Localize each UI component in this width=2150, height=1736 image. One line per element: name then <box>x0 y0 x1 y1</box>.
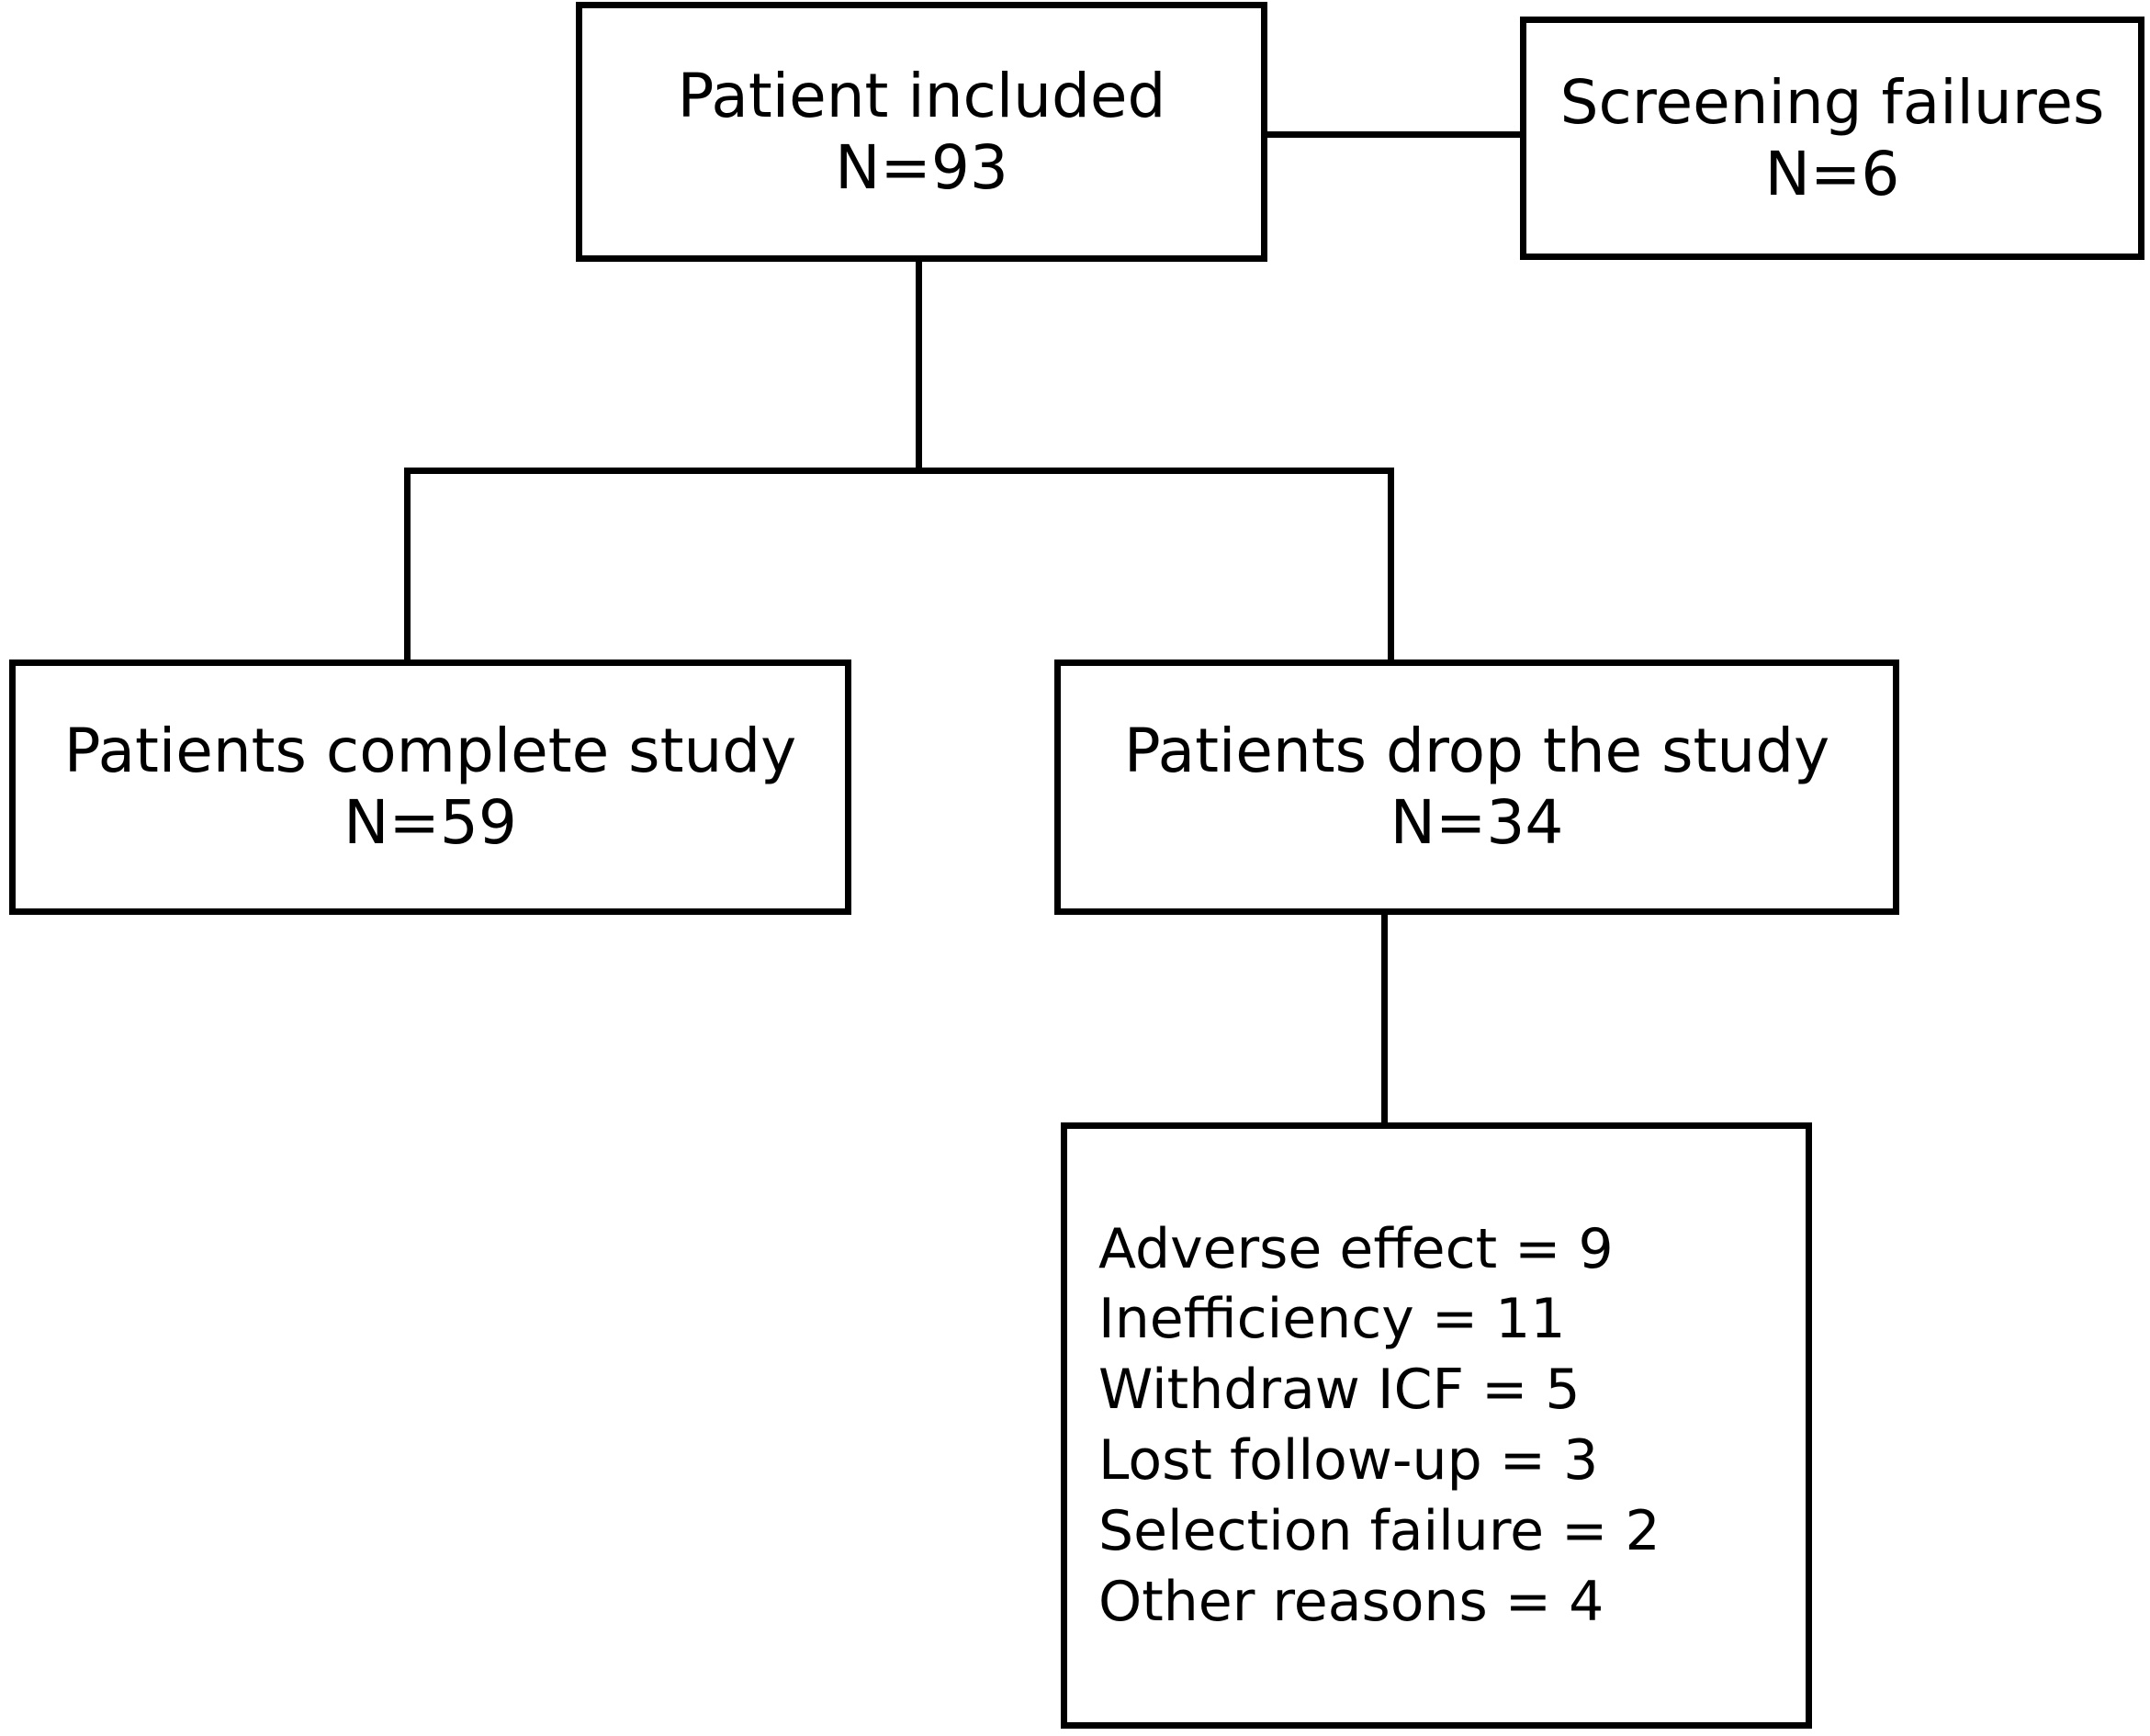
node-patients-complete-study-count: N=59 <box>343 787 517 858</box>
node-patients-drop-study <box>1054 659 1899 915</box>
node-dropout-reasons <box>1061 1122 1812 1729</box>
node-patient-included-count: N=93 <box>835 131 1008 203</box>
node-screening-failures <box>1520 17 2144 260</box>
node-patients-drop-study-count: N=34 <box>1390 787 1564 858</box>
dropout-reason-item: Other reasons = 4 <box>1098 1569 1604 1634</box>
dropout-reason-item: Withdraw ICF = 5 <box>1098 1358 1581 1423</box>
dropout-reason-item: Adverse effect = 9 <box>1098 1216 1614 1281</box>
dropout-reason-item: Lost follow-up = 3 <box>1098 1428 1599 1493</box>
dropout-reason-item: Inefficiency = 11 <box>1098 1287 1566 1352</box>
node-patients-drop-study-label: Patients drop the study <box>1123 716 1830 787</box>
node-patient-included-label: Patient included <box>677 60 1166 131</box>
connector-to-complete <box>404 468 411 659</box>
node-screening-failures-count: N=6 <box>1764 138 1900 209</box>
dropout-reason-item: Selection failure = 2 <box>1098 1498 1660 1563</box>
connector-drop-to-reasons <box>1381 915 1388 1122</box>
connector-included-down <box>916 262 922 473</box>
node-patients-complete-study-label: Patients complete study <box>63 716 797 787</box>
connector-included-to-screening <box>1267 131 1520 138</box>
node-patients-complete-study <box>9 659 851 915</box>
connector-split-bar <box>404 468 1394 474</box>
node-screening-failures-label: Screening failures <box>1559 66 2105 138</box>
node-patient-included <box>576 2 1267 262</box>
connector-to-drop <box>1388 468 1394 659</box>
